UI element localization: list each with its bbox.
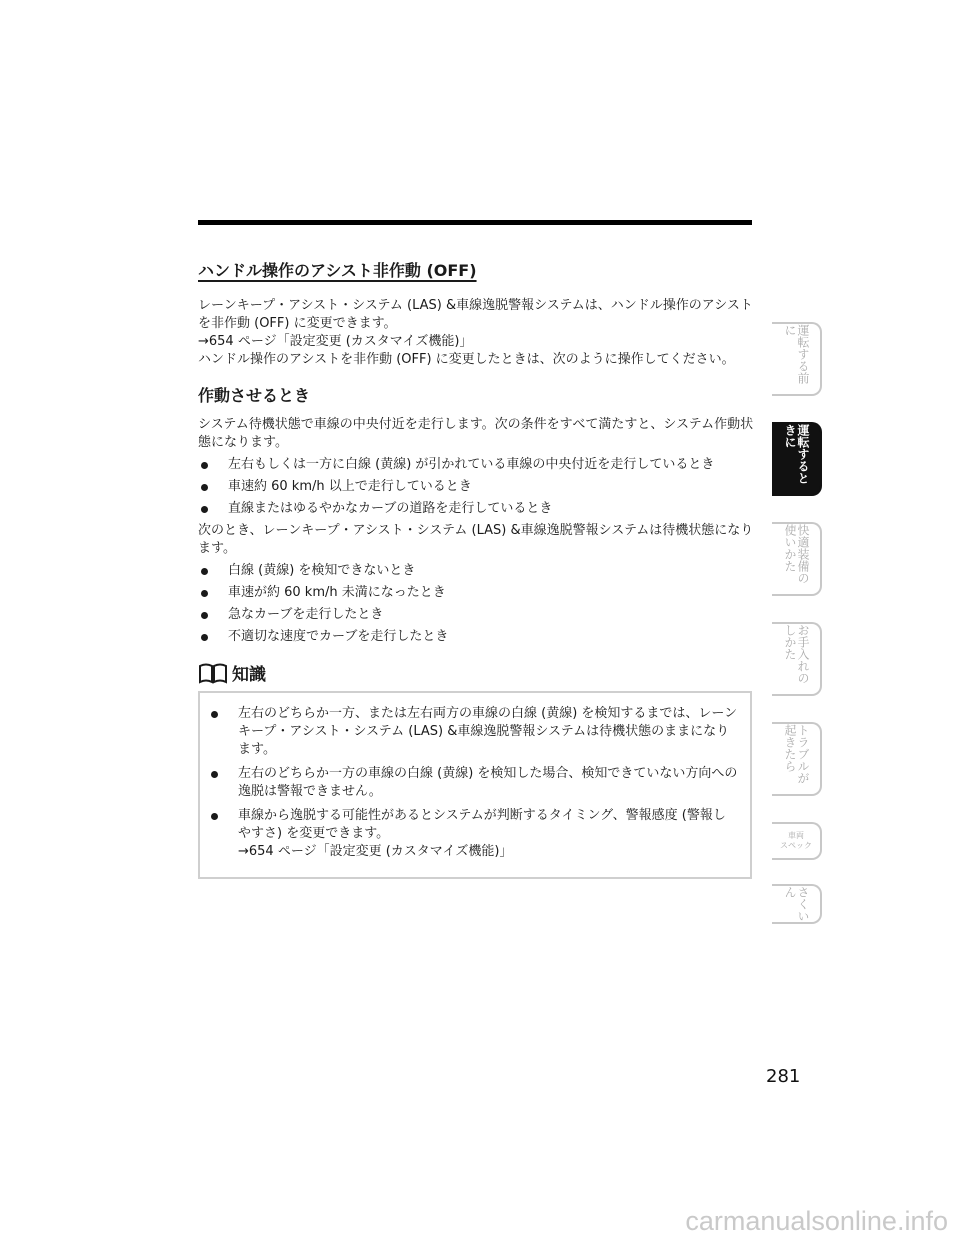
tab-label: お手入れのしかた (783, 624, 810, 684)
open-book-icon (198, 662, 228, 684)
section1-reference: →654 ページ「設定変更 (カスタマイズ機能)」 (198, 334, 473, 349)
tab-label: 運転する前に (783, 324, 810, 384)
standby-intro: 次のとき、レーンキープ・アシスト・システム (LAS) &車線逸脱警報システムは待機状態になります。 (198, 523, 754, 556)
activation-conditions-list (198, 456, 754, 518)
section-title-activate: 作動させるとき (198, 386, 311, 405)
tab-comfort-equipment[interactable] (772, 522, 822, 596)
list-item: 左右もしくは一方に白線 (黄線) が引かれている車線の中央付近を走行しているとき (198, 456, 754, 474)
tab-label: さくいん (783, 886, 810, 922)
list-item: 左右のどちらか一方の車線の白線 (黄線) を検知した場合、検知できていない方向への逸脱は警報できません。 (208, 765, 738, 801)
tab-index[interactable] (772, 884, 822, 924)
knowledge-list (208, 705, 738, 861)
list-item (208, 807, 738, 861)
tab-vehicle-specs[interactable] (772, 822, 822, 860)
main-content (198, 258, 754, 879)
list-item: 白線 (黄線) を検知できないとき (198, 562, 754, 580)
knowledge-title: 知識 (232, 665, 266, 685)
activate-intro: システム待機状態で車線の中央付近を走行します。次の条件をすべて満たすと、システム作動状態になります。 (198, 417, 754, 450)
tab-while-driving[interactable] (772, 422, 822, 496)
list-item: 直線またはゆるやかなカーブの道路を走行しているとき (198, 500, 754, 518)
list-item: 急なカーブを走行したとき (198, 606, 754, 624)
page-number: 281 (766, 1066, 801, 1087)
tab-label-line1: 車両 (788, 831, 804, 840)
list-item: 不適切な速度でカーブを走行したとき (198, 628, 754, 646)
tab-label-line2: スペック (780, 841, 812, 850)
tab-troubleshooting[interactable] (772, 722, 822, 796)
top-rule (198, 220, 752, 225)
section-title-assist-off: ハンドル操作のアシスト非作動 (OFF) (198, 261, 477, 280)
section1-instruction: ハンドル操作のアシストを非作動 (OFF) に変更したときは、次のように操作してください。 (198, 352, 735, 367)
list-item: 車速が約 60 km/h 未満になったとき (198, 584, 754, 602)
tab-label (780, 831, 812, 851)
knowledge-box (198, 691, 752, 879)
knowledge-header (198, 660, 754, 685)
tab-label: 快適装備の使いかた (783, 524, 810, 584)
tab-label: 運転するときに (783, 424, 810, 484)
watermark: carmanualsonline.info (685, 1206, 948, 1236)
section1-intro: レーンキープ・アシスト・システム (LAS) &車線逸脱警報システムは、ハンドル操作のアシストを非作動 (OFF) に変更できます。 (198, 298, 753, 331)
tab-label: トラブルが起きたら (783, 724, 810, 784)
standby-conditions-list (198, 562, 754, 646)
list-item: 車速約 60 km/h 以上で走行しているとき (198, 478, 754, 496)
tab-before-driving[interactable] (772, 322, 822, 396)
list-item: 左右のどちらか一方、または左右両方の車線の白線 (黄線) を検知するまでは、レーンキープ・アシスト・システム (LAS) &車線逸脱警報システムは待機状態のままになります。 (208, 705, 738, 759)
knowledge-item-text: 車線から逸脱する可能性があるとシステムが判断するタイミング、警報感度 (警報しやすさ) を変更できます。 (238, 808, 726, 841)
tab-maintenance[interactable] (772, 622, 822, 696)
knowledge-reference: →654 ページ「設定変更 (カスタマイズ機能)」 (238, 844, 513, 859)
